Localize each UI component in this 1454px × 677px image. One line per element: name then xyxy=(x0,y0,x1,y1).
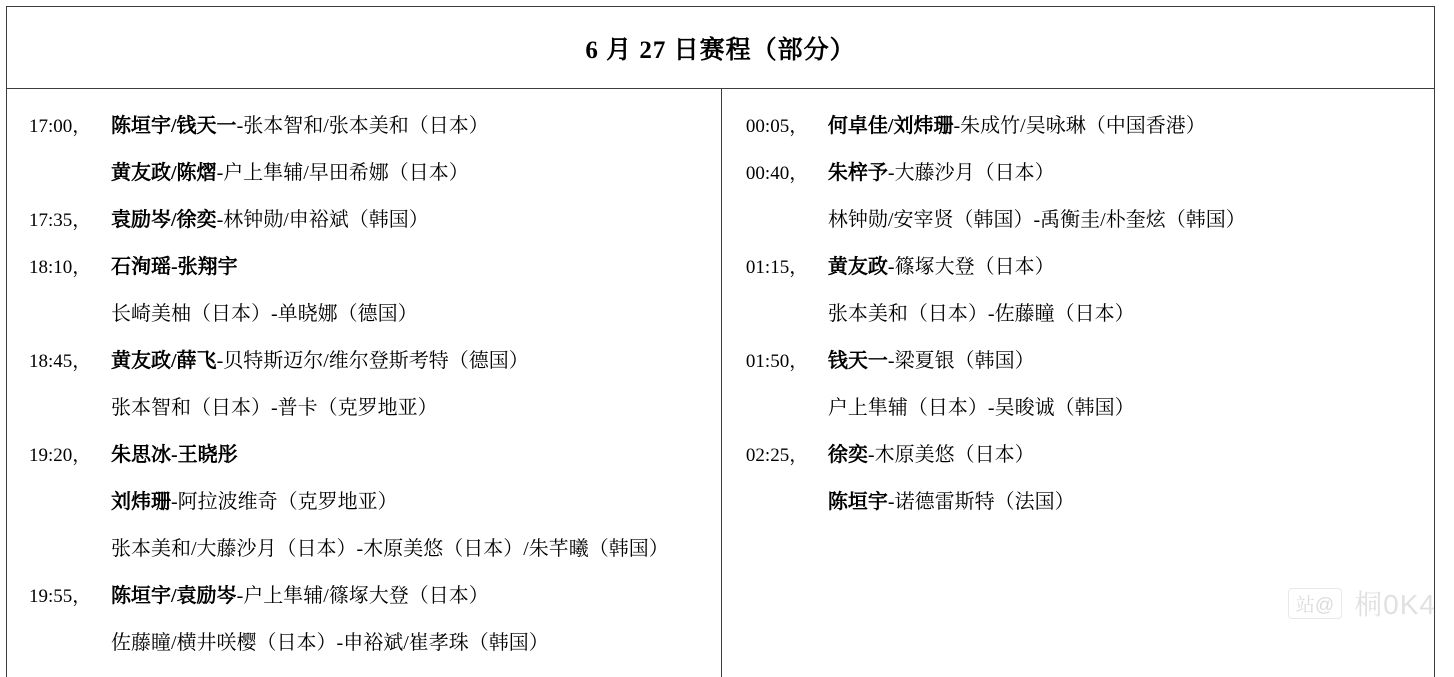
schedule-line xyxy=(29,103,711,150)
schedule-entry xyxy=(29,573,711,667)
match-text xyxy=(828,338,1035,384)
match-opponent: -林钟勋/申裕斌（韩国） xyxy=(216,209,429,231)
match-text xyxy=(828,197,1246,243)
match-opponent: -朱成竹/吴咏琳（中国香港） xyxy=(953,115,1206,137)
schedule-line xyxy=(29,526,711,573)
match-opponent: -木原美悠（日本） xyxy=(867,444,1035,466)
schedule-column-left xyxy=(7,89,722,677)
match-text xyxy=(111,103,489,149)
schedule-entry xyxy=(29,432,711,573)
schedule-line xyxy=(746,385,1424,432)
schedule-line xyxy=(29,432,711,479)
match-player-bold: 黄友政 xyxy=(827,256,888,278)
match-opponent: 张本美和（日本）-佐藤瞳（日本） xyxy=(827,303,1135,325)
match-time: 18:10， xyxy=(29,257,92,278)
match-opponent: -户上隼辅/早田希娜（日本） xyxy=(216,162,469,184)
match-opponent: 户上隼辅（日本）-吴晙诚（韩国） xyxy=(827,397,1135,419)
match-player-bold: 石洵瑶-张翔宇 xyxy=(111,256,238,278)
schedule-entry xyxy=(29,103,711,197)
match-opponent: -篠塚大登（日本） xyxy=(887,256,1055,278)
match-time: 17:00， xyxy=(29,116,92,137)
match-time: 18:45， xyxy=(29,351,92,372)
schedule-entry xyxy=(746,103,1424,150)
schedule-line xyxy=(29,385,711,432)
match-text xyxy=(111,244,238,290)
match-opponent: -张本智和/张本美和（日本） xyxy=(236,115,489,137)
schedule-entry xyxy=(746,150,1424,244)
match-text xyxy=(828,479,1075,525)
match-text xyxy=(828,244,1055,290)
match-opponent: 林钟勋/安宰贤（韩国）-禹衡圭/朴奎炫（韩国） xyxy=(827,209,1246,231)
schedule-line xyxy=(29,291,711,338)
match-time: 01:15， xyxy=(745,257,809,278)
match-text xyxy=(111,432,238,478)
match-player-bold: 陈垣宇/钱天一 xyxy=(111,115,237,137)
match-time: 01:50， xyxy=(745,351,809,372)
match-text xyxy=(111,526,669,572)
match-time: 17:35， xyxy=(29,210,92,231)
match-opponent: -大藤沙月（日本） xyxy=(887,162,1055,184)
schedule-line xyxy=(746,103,1424,150)
match-opponent: 张本美和/大藤沙月（日本）-木原美悠（日本）/朱芊曦（韩国） xyxy=(111,538,669,560)
match-player-bold: 陈垣宇/袁励岑 xyxy=(111,585,237,607)
match-text xyxy=(111,291,418,337)
match-text xyxy=(111,385,438,431)
match-text xyxy=(111,150,469,196)
schedule-entry xyxy=(29,197,711,244)
match-player-bold: 何卓佳/刘炜珊 xyxy=(827,115,954,137)
schedule-line xyxy=(29,573,711,620)
table-title-row xyxy=(7,7,1434,89)
schedule-line xyxy=(746,291,1424,338)
match-player-bold: 徐奕 xyxy=(827,444,868,466)
page-title: 6 月 27 日赛程（部分） xyxy=(585,37,856,64)
match-opponent: -梁夏银（韩国） xyxy=(887,350,1035,372)
match-text xyxy=(111,197,429,243)
match-text xyxy=(111,338,529,384)
schedule-table xyxy=(6,6,1435,677)
schedule-entry xyxy=(29,244,711,338)
match-opponent: 长崎美柚（日本）-单晓娜（德国） xyxy=(111,303,418,325)
match-time: 19:20， xyxy=(29,445,92,466)
match-text xyxy=(828,150,1055,196)
schedule-line xyxy=(746,479,1424,526)
schedule-column-right xyxy=(722,89,1434,629)
schedule-line xyxy=(29,479,711,526)
schedule-line xyxy=(746,150,1424,197)
match-text xyxy=(828,103,1206,149)
schedule-line xyxy=(746,338,1424,385)
match-player-bold: 袁励岑/徐奕 xyxy=(111,209,217,231)
match-text xyxy=(111,620,549,666)
match-time: 00:40， xyxy=(745,163,809,184)
schedule-line xyxy=(29,197,711,244)
match-opponent: -贝特斯迈尔/维尔登斯考特（德国） xyxy=(216,350,529,372)
match-opponent: 佐藤瞳/横井咲樱（日本）-申裕斌/崔孝珠（韩国） xyxy=(111,632,549,654)
schedule-entry xyxy=(746,244,1424,338)
schedule-line xyxy=(29,338,711,385)
schedule-line xyxy=(29,150,711,197)
match-player-bold: 黄友政/陈熠 xyxy=(111,162,217,184)
match-player-bold: 朱梓予 xyxy=(827,162,888,184)
schedule-line xyxy=(746,244,1424,291)
schedule-line xyxy=(29,620,711,667)
match-text xyxy=(828,291,1135,337)
schedule-entry xyxy=(29,338,711,432)
match-text xyxy=(828,385,1135,431)
match-player-bold: 钱天一 xyxy=(827,350,888,372)
match-time: 00:05， xyxy=(745,116,809,137)
match-player-bold: 朱思冰-王晓彤 xyxy=(111,444,238,466)
watermark-text: 桐0K4 xyxy=(1354,589,1436,620)
match-text xyxy=(111,479,398,525)
schedule-line xyxy=(746,197,1424,244)
match-text xyxy=(111,573,489,619)
schedule-line xyxy=(29,244,711,291)
match-player-bold: 陈垣宇 xyxy=(827,491,888,513)
match-opponent: -户上隼辅/篠塚大登（日本） xyxy=(236,585,489,607)
watermark-badge: 站@ xyxy=(1288,588,1342,619)
match-text xyxy=(828,432,1035,478)
schedule-entry xyxy=(746,338,1424,432)
match-time: 02:25， xyxy=(745,445,809,466)
match-player-bold: 刘炜珊 xyxy=(111,491,171,513)
match-opponent: -阿拉波维奇（克罗地亚） xyxy=(171,491,398,513)
match-player-bold: 黄友政/薛飞 xyxy=(111,350,217,372)
schedule-entry xyxy=(746,432,1424,526)
match-opponent: 张本智和（日本）-普卡（克罗地亚） xyxy=(111,397,438,419)
match-time: 19:55， xyxy=(29,586,92,607)
schedule-columns xyxy=(7,89,1434,677)
match-opponent: -诺德雷斯特（法国） xyxy=(887,491,1075,513)
schedule-line xyxy=(746,432,1424,479)
